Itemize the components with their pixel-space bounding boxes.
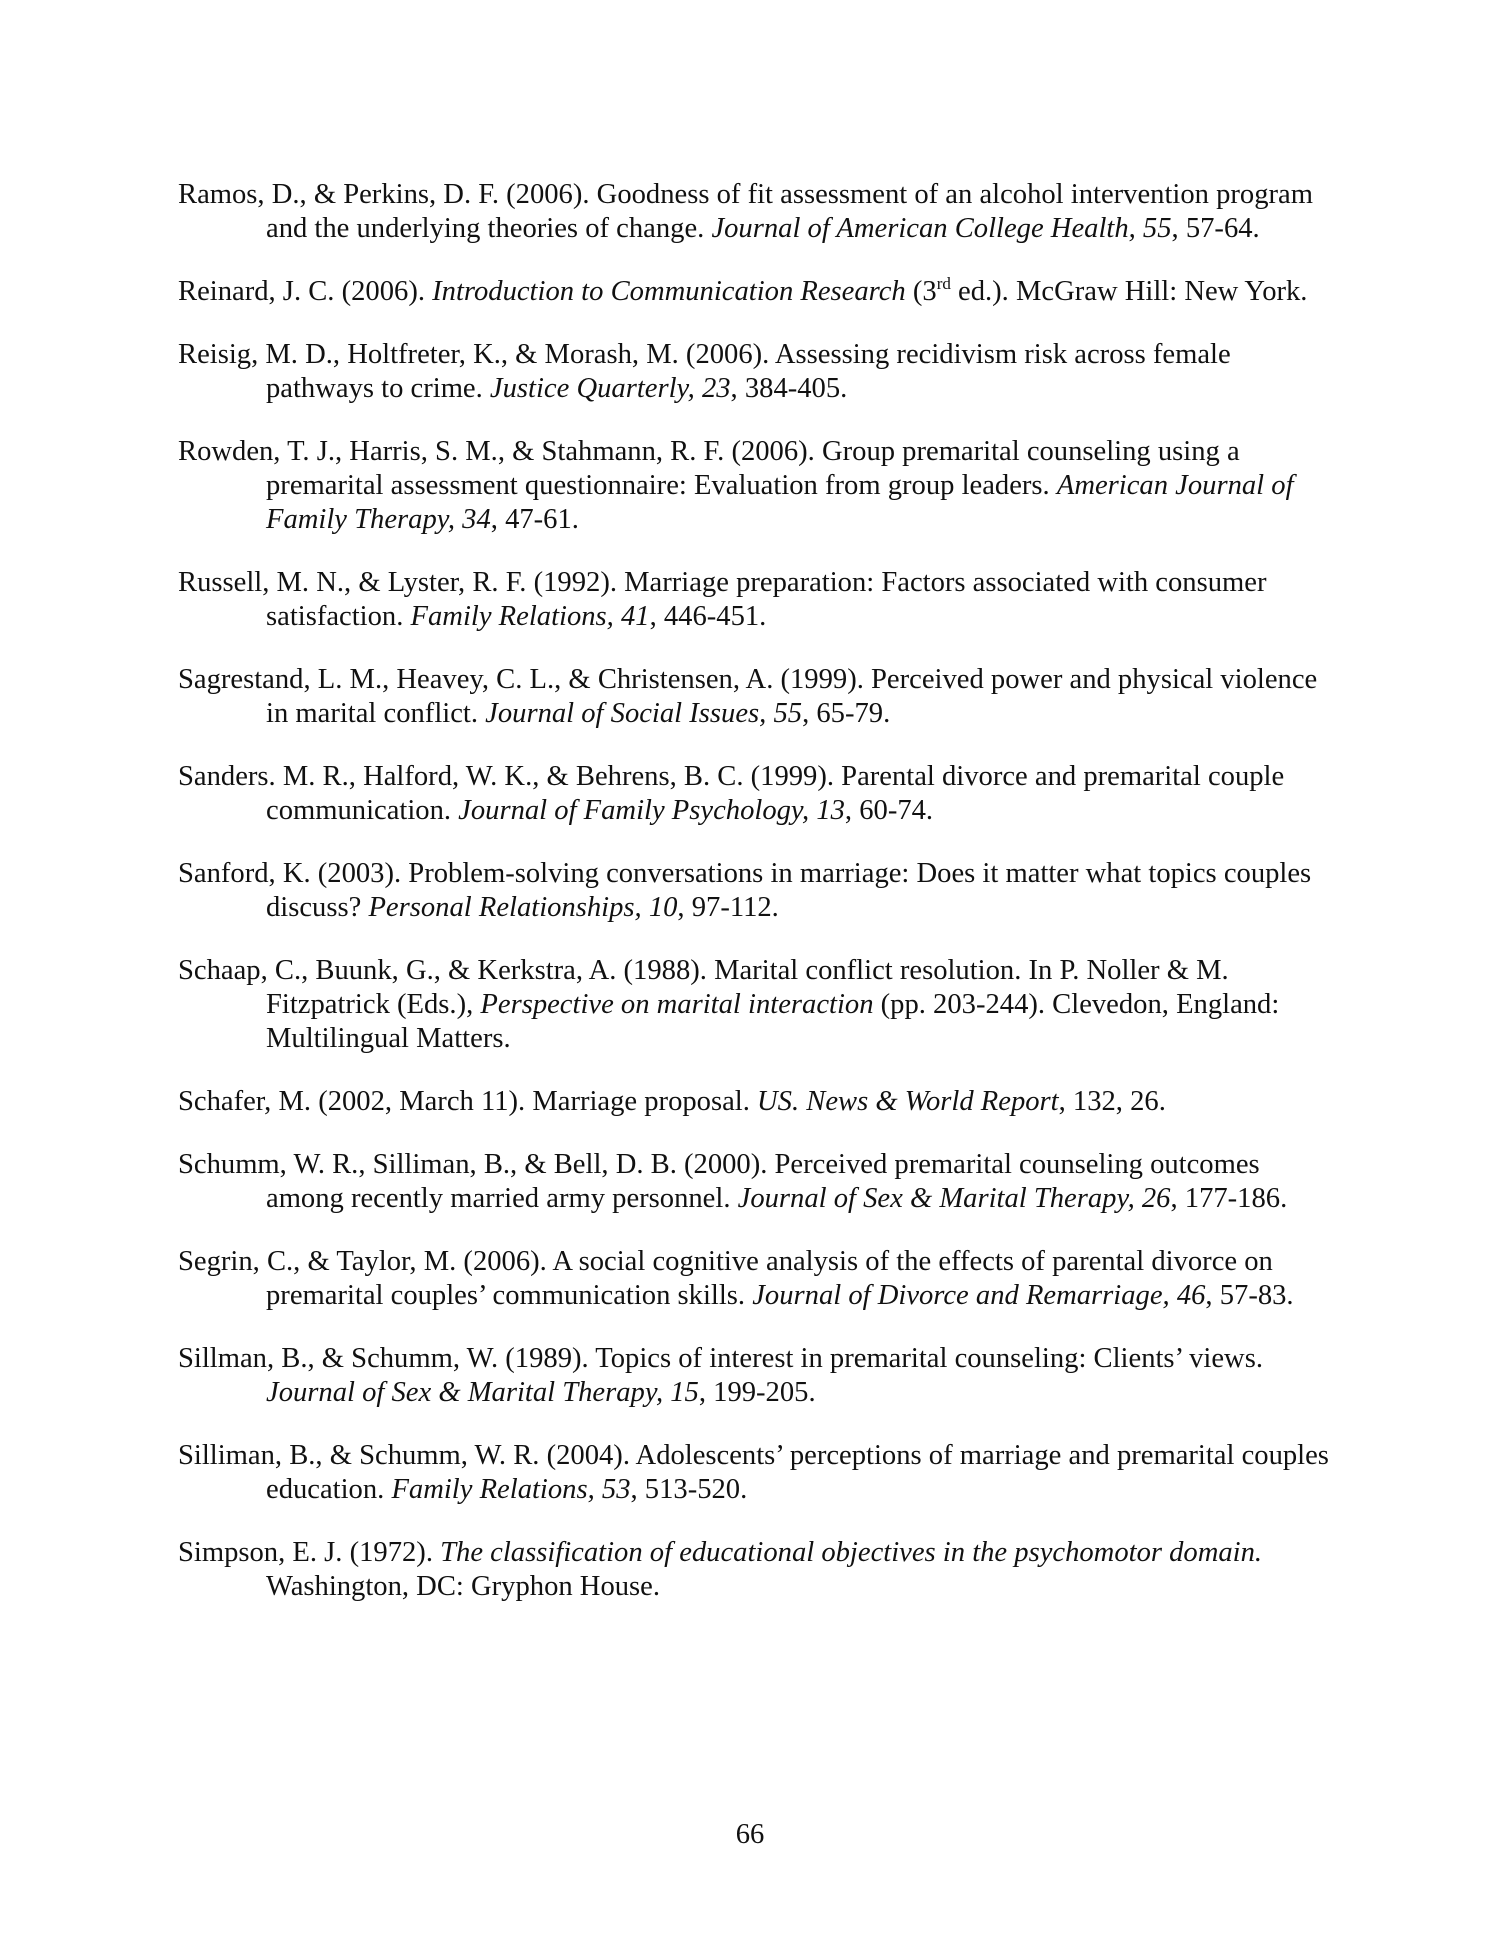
reference-entry [178, 1439, 1338, 1507]
reference-text: Russell, M. N., & Lyster, R. F. (1992). Marriage preparation: Factors associated with consumer satisfaction. [178, 567, 1274, 632]
reference-source-title: Journal of Sex & Marital Therapy, 15 [266, 1377, 699, 1408]
reference-entry [178, 275, 1338, 309]
reference-source-title: Personal Relationships, 10 [368, 892, 678, 923]
reference-source-title: The classification of educational objectives in the psychomotor domain. [440, 1537, 1263, 1568]
reference-text: , 132, 26. [1058, 1086, 1166, 1117]
reference-text: Reinard, J. C. (2006). [178, 276, 433, 307]
reference-entry [178, 338, 1338, 406]
reference-source-title: Journal of American College Health, 55 [711, 213, 1172, 244]
reference-text: Sanders. M. R., Halford, W. K., & Behrens, B. C. (1999). Parental divorce and premarital couple communication. [178, 761, 1292, 826]
reference-text: , 57-64. [1171, 213, 1260, 244]
reference-entry [178, 178, 1338, 246]
reference-entry [178, 954, 1338, 1056]
reference-text: , 65-79. [802, 698, 891, 729]
reference-entry [178, 566, 1338, 634]
reference-text: Reisig, M. D., Holtfreter, K., & Morash, M. (2006). Assessing recidivism risk across female pathways to crime. [178, 339, 1238, 404]
reference-text: , 97-112. [677, 892, 779, 923]
reference-source-title: Journal of Social Issues, 55 [485, 698, 803, 729]
reference-text: ed.). McGraw Hill: New York. [950, 276, 1308, 307]
reference-entry [178, 1245, 1338, 1313]
reference-entry [178, 1148, 1338, 1216]
reference-text: , 199-205. [698, 1377, 816, 1408]
reference-source-title: Family Relations, 41 [410, 601, 650, 632]
reference-text: Sagrestand, L. M., Heavey, C. L., & Christensen, A. (1999). Perceived power and physical violence in marital conflict. [178, 664, 1325, 729]
page-number: 66 [735, 1819, 765, 1850]
reference-entry [178, 435, 1338, 537]
reference-text: Rowden, T. J., Harris, S. M., & Stahmann, R. F. (2006). Group premarital counseling using a premarital assessment questionnaire: Evaluation from group leaders. [178, 436, 1247, 501]
reference-entry [178, 857, 1338, 925]
reference-text: , 177-186. [1170, 1183, 1288, 1214]
reference-source-title: American Journal of Family Therapy, 34 [266, 470, 1301, 535]
reference-text: Schaap, C., Buunk, G., & Kerkstra, A. (1988). Marital conflict resolution. In P. Noller & M. Fitzpatrick (Eds.), [178, 955, 1236, 1020]
reference-entry [178, 1085, 1338, 1119]
reference-source-title: Introduction to Communication Research [432, 276, 906, 307]
reference-source-title: Journal of Sex & Marital Therapy, 26 [737, 1183, 1171, 1214]
reference-superscript: rd [936, 274, 951, 293]
reference-entry [178, 760, 1338, 828]
reference-text: Sillman, B., & Schumm, W. (1989). Topics of interest in premarital counseling: Clients’ views. [178, 1343, 1271, 1374]
reference-text: Schafer, M. (2002, March 11). Marriage proposal. [178, 1086, 758, 1117]
reference-list [178, 178, 1338, 1633]
reference-entry [178, 1342, 1338, 1410]
reference-text: , 60-74. [844, 795, 934, 826]
reference-text: , 384-405. [730, 373, 848, 404]
reference-source-title: Family Relations, 53 [391, 1474, 631, 1505]
reference-text: , 57-83. [1205, 1280, 1294, 1311]
reference-text: Sanford, K. (2003). Problem-solving conversations in marriage: Does it matter what topics couples discuss? [178, 858, 1319, 923]
reference-source-title: Journal of Family Psychology, 13 [458, 795, 845, 826]
reference-source-title: US. News & World Report [757, 1086, 1059, 1117]
reference-text: , 513-520. [630, 1474, 748, 1505]
reference-entry [178, 1536, 1338, 1604]
reference-source-title: Journal of Divorce and Remarriage, 46 [752, 1280, 1206, 1311]
reference-text: (pp. 203-244). Clevedon, England: Multilingual Matters. [266, 989, 1287, 1054]
reference-source-title: Perspective on marital interaction [480, 989, 874, 1020]
reference-text: (3 [905, 276, 937, 307]
reference-text: Silliman, B., & Schumm, W. R. (2004). Adolescents’ perceptions of marriage and premarital couples education. [178, 1440, 1337, 1505]
reference-text: , 446-451. [649, 601, 767, 632]
reference-text: Washington, DC: Gryphon House. [266, 1537, 1269, 1602]
reference-text: Schumm, W. R., Silliman, B., & Bell, D. B. (2000). Perceived premarital counseling outcomes among recently married army personnel. [178, 1149, 1267, 1214]
reference-text: Ramos, D., & Perkins, D. F. (2006). Goodness of fit assessment of an alcohol intervention program and the underlying theories of change. [178, 179, 1321, 244]
reference-text: Segrin, C., & Taylor, M. (2006). A social cognitive analysis of the effects of parental divorce on premarital couples’ communication skills. [178, 1246, 1280, 1311]
reference-text: Simpson, E. J. (1972). [178, 1537, 441, 1568]
reference-entry [178, 663, 1338, 731]
reference-source-title: Justice Quarterly, 23 [489, 373, 731, 404]
reference-text: , 47-61. [490, 504, 579, 535]
